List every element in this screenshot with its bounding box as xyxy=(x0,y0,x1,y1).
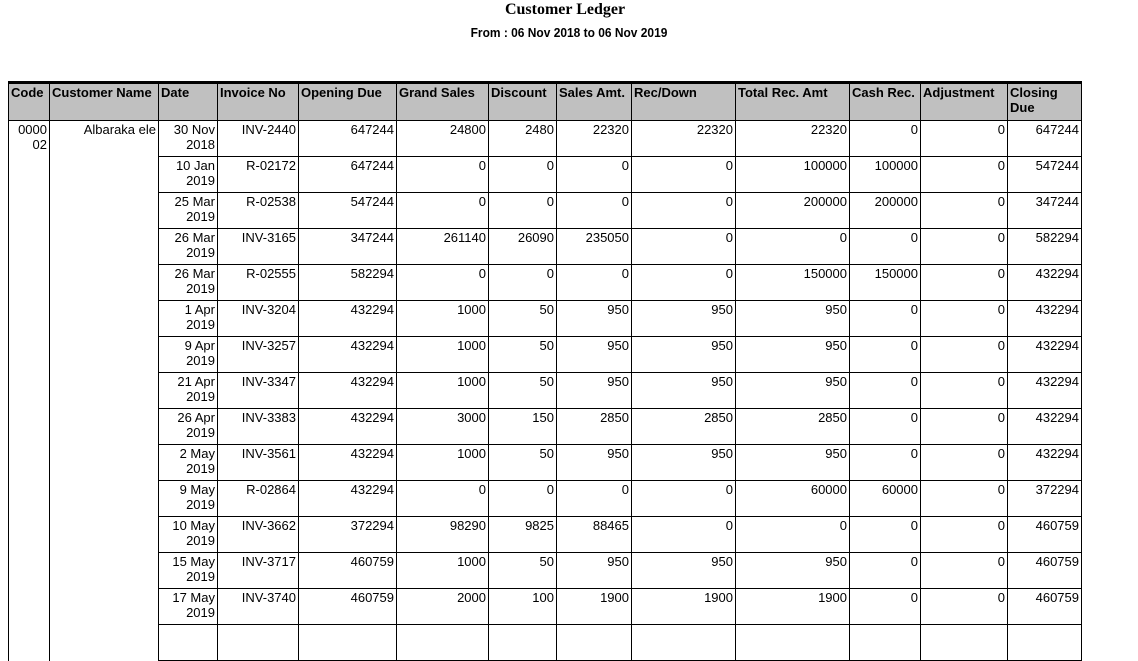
cell-cash-rec: 0 xyxy=(850,229,921,265)
column-header-date: Date xyxy=(159,83,218,121)
table-row xyxy=(9,193,1082,229)
cell-total-rec xyxy=(736,625,850,661)
cell-opening-due: 647244 xyxy=(299,121,397,157)
cell-closing-due: 582294 xyxy=(1008,229,1082,265)
cell-closing-due: 647244 xyxy=(1008,121,1082,157)
cell-total-rec: 200000 xyxy=(736,193,850,229)
cell-adjustment: 0 xyxy=(921,373,1008,409)
cell-adjustment: 0 xyxy=(921,121,1008,157)
customer-code: 000002 xyxy=(9,121,50,661)
cell-opening-due: 582294 xyxy=(299,265,397,301)
cell-closing-due: 547244 xyxy=(1008,157,1082,193)
cell-adjustment: 0 xyxy=(921,517,1008,553)
cell-total-rec: 950 xyxy=(736,553,850,589)
cell-adjustment: 0 xyxy=(921,337,1008,373)
cell-rec-down: 22320 xyxy=(632,121,736,157)
cell-total-rec: 2850 xyxy=(736,409,850,445)
table-row xyxy=(9,517,1082,553)
table-row xyxy=(9,337,1082,373)
cell-rec-down: 0 xyxy=(632,481,736,517)
cell-cash-rec: 200000 xyxy=(850,193,921,229)
table-row xyxy=(9,481,1082,517)
cell-grand-sales: 2000 xyxy=(397,589,489,625)
ledger-table xyxy=(8,81,1082,661)
cell-discount: 2480 xyxy=(489,121,557,157)
cell-discount: 0 xyxy=(489,265,557,301)
cell-adjustment: 0 xyxy=(921,301,1008,337)
cell-adjustment: 0 xyxy=(921,589,1008,625)
cell-closing-due: 432294 xyxy=(1008,301,1082,337)
cell-opening-due: 432294 xyxy=(299,337,397,373)
cell-discount: 9825 xyxy=(489,517,557,553)
cell-total-rec: 950 xyxy=(736,373,850,409)
cell-rec-down: 950 xyxy=(632,337,736,373)
cell-discount: 50 xyxy=(489,337,557,373)
cell-cash-rec: 150000 xyxy=(850,265,921,301)
cell-rec-down: 0 xyxy=(632,193,736,229)
cell-rec-down xyxy=(632,625,736,661)
cell-total-rec: 150000 xyxy=(736,265,850,301)
cell-invoice: INV-3662 xyxy=(218,517,299,553)
cell-adjustment: 0 xyxy=(921,445,1008,481)
cell-date: 17 May 2019 xyxy=(159,589,218,625)
report-period: From : 06 Nov 2018 to 06 Nov 2019 xyxy=(470,25,668,40)
table-row xyxy=(9,373,1082,409)
cell-discount: 100 xyxy=(489,589,557,625)
cell-date: 9 May 2019 xyxy=(159,481,218,517)
cell-invoice: INV-3347 xyxy=(218,373,299,409)
cell-opening-due: 647244 xyxy=(299,157,397,193)
cell-grand-sales: 0 xyxy=(397,157,489,193)
cell-invoice: INV-3383 xyxy=(218,409,299,445)
column-header-adjustment: Adjustment xyxy=(921,83,1008,121)
cell-discount: 26090 xyxy=(489,229,557,265)
cell-sales-amt: 22320 xyxy=(557,121,632,157)
cell-invoice: INV-3165 xyxy=(218,229,299,265)
table-row xyxy=(9,301,1082,337)
cell-invoice: INV-2440 xyxy=(218,121,299,157)
customer-name: Albaraka ele xyxy=(50,121,159,661)
table-row xyxy=(9,553,1082,589)
cell-rec-down: 950 xyxy=(632,373,736,409)
cell-rec-down: 0 xyxy=(632,265,736,301)
cell-closing-due: 347244 xyxy=(1008,193,1082,229)
cell-sales-amt: 1900 xyxy=(557,589,632,625)
column-header-code: Code xyxy=(9,83,50,121)
cell-date: 26 Mar 2019 xyxy=(159,265,218,301)
cell-grand-sales: 261140 xyxy=(397,229,489,265)
cell-cash-rec: 100000 xyxy=(850,157,921,193)
cell-closing-due: 432294 xyxy=(1008,409,1082,445)
cell-invoice: INV-3204 xyxy=(218,301,299,337)
cell-sales-amt: 0 xyxy=(557,157,632,193)
cell-grand-sales: 1000 xyxy=(397,445,489,481)
cell-grand-sales: 0 xyxy=(397,193,489,229)
table-row xyxy=(9,157,1082,193)
cell-rec-down: 2850 xyxy=(632,409,736,445)
cell-discount: 150 xyxy=(489,409,557,445)
cell-date: 9 Apr 2019 xyxy=(159,337,218,373)
cell-rec-down: 0 xyxy=(632,517,736,553)
cell-discount: 50 xyxy=(489,553,557,589)
cell-sales-amt: 950 xyxy=(557,373,632,409)
ledger-body xyxy=(9,121,1082,661)
column-header-opening-due: Opening Due xyxy=(299,83,397,121)
cell-closing-due: 432294 xyxy=(1008,373,1082,409)
cell-cash-rec: 0 xyxy=(850,553,921,589)
cell-discount: 50 xyxy=(489,373,557,409)
cell-cash-rec: 0 xyxy=(850,373,921,409)
cell-date: 26 Apr 2019 xyxy=(159,409,218,445)
cell-opening-due: 432294 xyxy=(299,445,397,481)
cell-grand-sales xyxy=(397,625,489,661)
cell-sales-amt: 235050 xyxy=(557,229,632,265)
cell-opening-due xyxy=(299,625,397,661)
cell-discount: 50 xyxy=(489,445,557,481)
cell-sales-amt: 950 xyxy=(557,337,632,373)
cell-invoice: INV-3740 xyxy=(218,589,299,625)
column-header-cash-rec: Cash Rec. xyxy=(850,83,921,121)
cell-opening-due: 347244 xyxy=(299,229,397,265)
table-row xyxy=(9,409,1082,445)
cell-sales-amt: 0 xyxy=(557,481,632,517)
cell-opening-due: 432294 xyxy=(299,481,397,517)
table-row xyxy=(9,445,1082,481)
cell-opening-due: 460759 xyxy=(299,589,397,625)
table-header-row xyxy=(9,83,1082,121)
table-row xyxy=(9,121,1082,157)
cell-grand-sales: 1000 xyxy=(397,373,489,409)
cell-discount xyxy=(489,625,557,661)
cell-date: 26 Mar 2019 xyxy=(159,229,218,265)
cell-sales-amt: 950 xyxy=(557,301,632,337)
table-row xyxy=(9,589,1082,625)
report-title: Customer Ledger xyxy=(504,1,626,18)
table-row xyxy=(9,229,1082,265)
cell-total-rec: 100000 xyxy=(736,157,850,193)
cell-grand-sales: 1000 xyxy=(397,301,489,337)
cell-closing-due: 432294 xyxy=(1008,445,1082,481)
cell-adjustment: 0 xyxy=(921,193,1008,229)
cell-adjustment xyxy=(921,625,1008,661)
column-header-total-rec-amt: Total Rec. Amt xyxy=(736,83,850,121)
cell-date: 30 Nov 2018 xyxy=(159,121,218,157)
cell-rec-down: 950 xyxy=(632,445,736,481)
cell-total-rec: 22320 xyxy=(736,121,850,157)
cell-discount: 0 xyxy=(489,157,557,193)
cell-cash-rec: 0 xyxy=(850,517,921,553)
cell-total-rec: 950 xyxy=(736,301,850,337)
cell-total-rec: 1900 xyxy=(736,589,850,625)
cell-invoice: INV-3257 xyxy=(218,337,299,373)
cell-grand-sales: 1000 xyxy=(397,553,489,589)
cell-adjustment: 0 xyxy=(921,409,1008,445)
cell-rec-down: 1900 xyxy=(632,589,736,625)
column-header-rec-down: Rec/Down xyxy=(632,83,736,121)
cell-closing-due: 432294 xyxy=(1008,265,1082,301)
column-header-closing-due: Closing Due xyxy=(1008,83,1082,121)
cell-rec-down: 950 xyxy=(632,301,736,337)
cell-invoice xyxy=(218,625,299,661)
cell-date xyxy=(159,625,218,661)
cell-discount: 0 xyxy=(489,481,557,517)
cell-sales-amt: 2850 xyxy=(557,409,632,445)
cell-adjustment: 0 xyxy=(921,481,1008,517)
column-header-grand-sales: Grand Sales xyxy=(397,83,489,121)
cell-closing-due: 460759 xyxy=(1008,589,1082,625)
cell-cash-rec xyxy=(850,625,921,661)
column-header-discount: Discount xyxy=(489,83,557,121)
cell-sales-amt: 950 xyxy=(557,553,632,589)
cell-rec-down: 950 xyxy=(632,553,736,589)
column-header-invoice-no: Invoice No xyxy=(218,83,299,121)
cell-rec-down: 0 xyxy=(632,157,736,193)
cell-opening-due: 432294 xyxy=(299,373,397,409)
cell-cash-rec: 0 xyxy=(850,409,921,445)
cell-adjustment: 0 xyxy=(921,265,1008,301)
cell-date: 2 May 2019 xyxy=(159,445,218,481)
cell-adjustment: 0 xyxy=(921,553,1008,589)
cell-closing-due xyxy=(1008,625,1082,661)
cell-sales-amt xyxy=(557,625,632,661)
cell-date: 10 Jan 2019 xyxy=(159,157,218,193)
cell-total-rec: 950 xyxy=(736,337,850,373)
cell-cash-rec: 0 xyxy=(850,445,921,481)
cell-sales-amt: 950 xyxy=(557,445,632,481)
cell-invoice: R-02172 xyxy=(218,157,299,193)
cell-adjustment: 0 xyxy=(921,157,1008,193)
cell-cash-rec: 60000 xyxy=(850,481,921,517)
cell-grand-sales: 3000 xyxy=(397,409,489,445)
cell-grand-sales: 98290 xyxy=(397,517,489,553)
cell-closing-due: 460759 xyxy=(1008,553,1082,589)
cell-date: 1 Apr 2019 xyxy=(159,301,218,337)
cell-total-rec: 0 xyxy=(736,517,850,553)
column-header-sales-amt: Sales Amt. xyxy=(557,83,632,121)
cell-date: 10 May 2019 xyxy=(159,517,218,553)
cell-discount: 0 xyxy=(489,193,557,229)
cell-invoice: INV-3717 xyxy=(218,553,299,589)
cell-date: 21 Apr 2019 xyxy=(159,373,218,409)
cell-invoice: INV-3561 xyxy=(218,445,299,481)
cell-opening-due: 460759 xyxy=(299,553,397,589)
cell-closing-due: 372294 xyxy=(1008,481,1082,517)
cell-closing-due: 460759 xyxy=(1008,517,1082,553)
cell-sales-amt: 0 xyxy=(557,265,632,301)
cell-grand-sales: 24800 xyxy=(397,121,489,157)
table-row xyxy=(9,265,1082,301)
column-header-customer-name: Customer Name xyxy=(50,83,159,121)
cell-rec-down: 0 xyxy=(632,229,736,265)
cell-total-rec: 950 xyxy=(736,445,850,481)
cell-cash-rec: 0 xyxy=(850,589,921,625)
cell-invoice: R-02555 xyxy=(218,265,299,301)
cell-opening-due: 547244 xyxy=(299,193,397,229)
cell-cash-rec: 0 xyxy=(850,337,921,373)
cell-invoice: R-02864 xyxy=(218,481,299,517)
cell-invoice: R-02538 xyxy=(218,193,299,229)
cell-sales-amt: 88465 xyxy=(557,517,632,553)
cell-total-rec: 60000 xyxy=(736,481,850,517)
cell-adjustment: 0 xyxy=(921,229,1008,265)
cell-opening-due: 432294 xyxy=(299,301,397,337)
cell-grand-sales: 1000 xyxy=(397,337,489,373)
cell-closing-due: 432294 xyxy=(1008,337,1082,373)
cell-grand-sales: 0 xyxy=(397,265,489,301)
cell-opening-due: 372294 xyxy=(299,517,397,553)
cell-cash-rec: 0 xyxy=(850,301,921,337)
cell-date: 15 May 2019 xyxy=(159,553,218,589)
table-row xyxy=(9,625,1082,661)
cell-discount: 50 xyxy=(489,301,557,337)
cell-sales-amt: 0 xyxy=(557,193,632,229)
cell-grand-sales: 0 xyxy=(397,481,489,517)
cell-total-rec: 0 xyxy=(736,229,850,265)
cell-cash-rec: 0 xyxy=(850,121,921,157)
cell-opening-due: 432294 xyxy=(299,409,397,445)
cell-date: 25 Mar 2019 xyxy=(159,193,218,229)
